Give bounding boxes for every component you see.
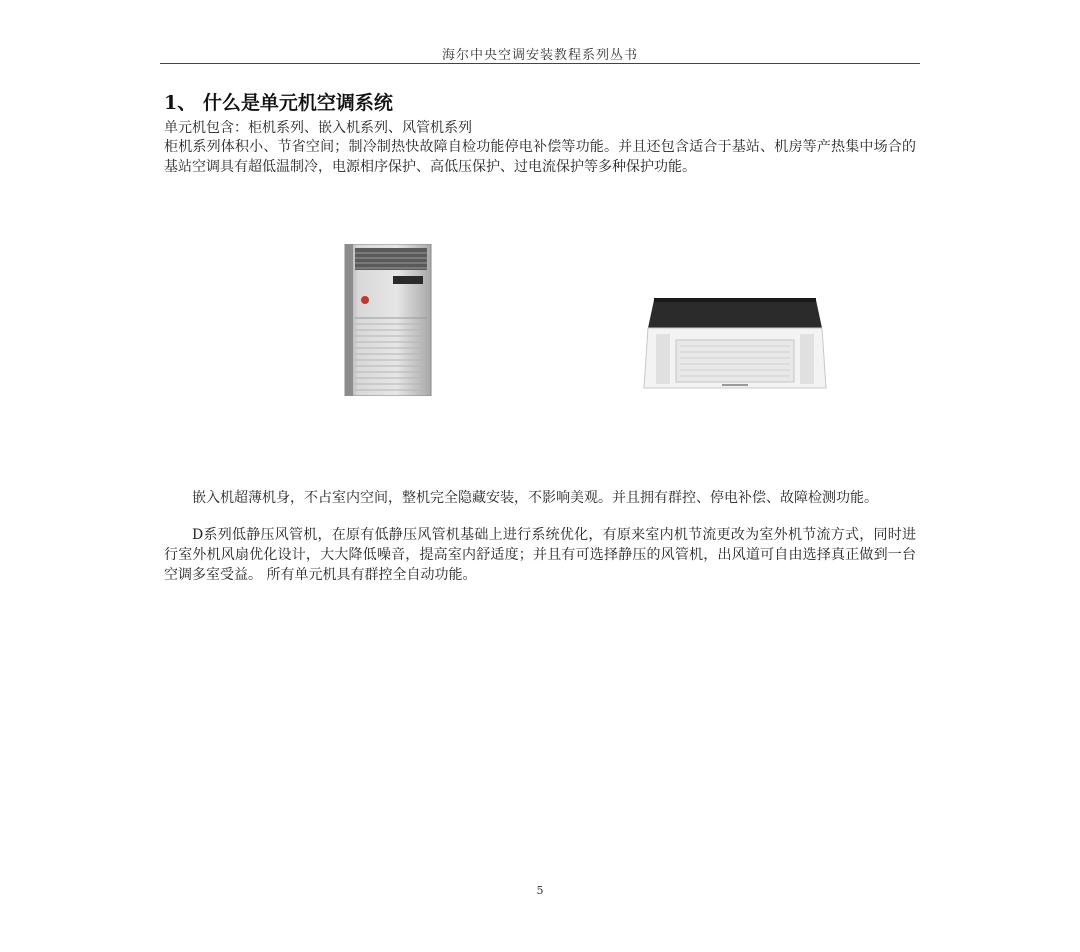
cassette-unit-image	[640, 296, 830, 392]
header-rule	[160, 63, 920, 64]
cabinet-unit-image	[343, 244, 433, 396]
page-number: 5	[536, 884, 544, 897]
cabinet-series-description: 柜机系列体积小、节省空间；制冷制热快故障自检功能停电补偿等功能。并且还包含适合于基站、机房等产热集中场合的基站空调具有超低温制冷，电源相序保护、高低压保护、过电流保护等多种保护功能。	[164, 139, 916, 175]
embedded-series-description: 嵌入机超薄机身，不占室内空间，整机完全隐藏安装，不影响美观。并且拥有群控、停电补偿、故障检测功能。	[192, 490, 878, 506]
section-heading: 1、 什么是单元机空调系统	[164, 92, 393, 114]
d-series-description: D系列低静压风管机，在原有低静压风管机基础上进行系统优化，有原来室内机节流更改为室外机节流方式，同时进行室外机风扇优化设计，大大降低噪音，提高室内舒适度；并且有可选择静压的风管机，出风道可自由选择真正做到一台空调多室受益。 所有单元机具有群控全自动功能。	[164, 527, 916, 583]
intro-line: 单元机包含：柜机系列、嵌入机系列、风管机系列	[164, 120, 472, 136]
header-title: 海尔中央空调安装教程系列丛书	[441, 48, 638, 63]
